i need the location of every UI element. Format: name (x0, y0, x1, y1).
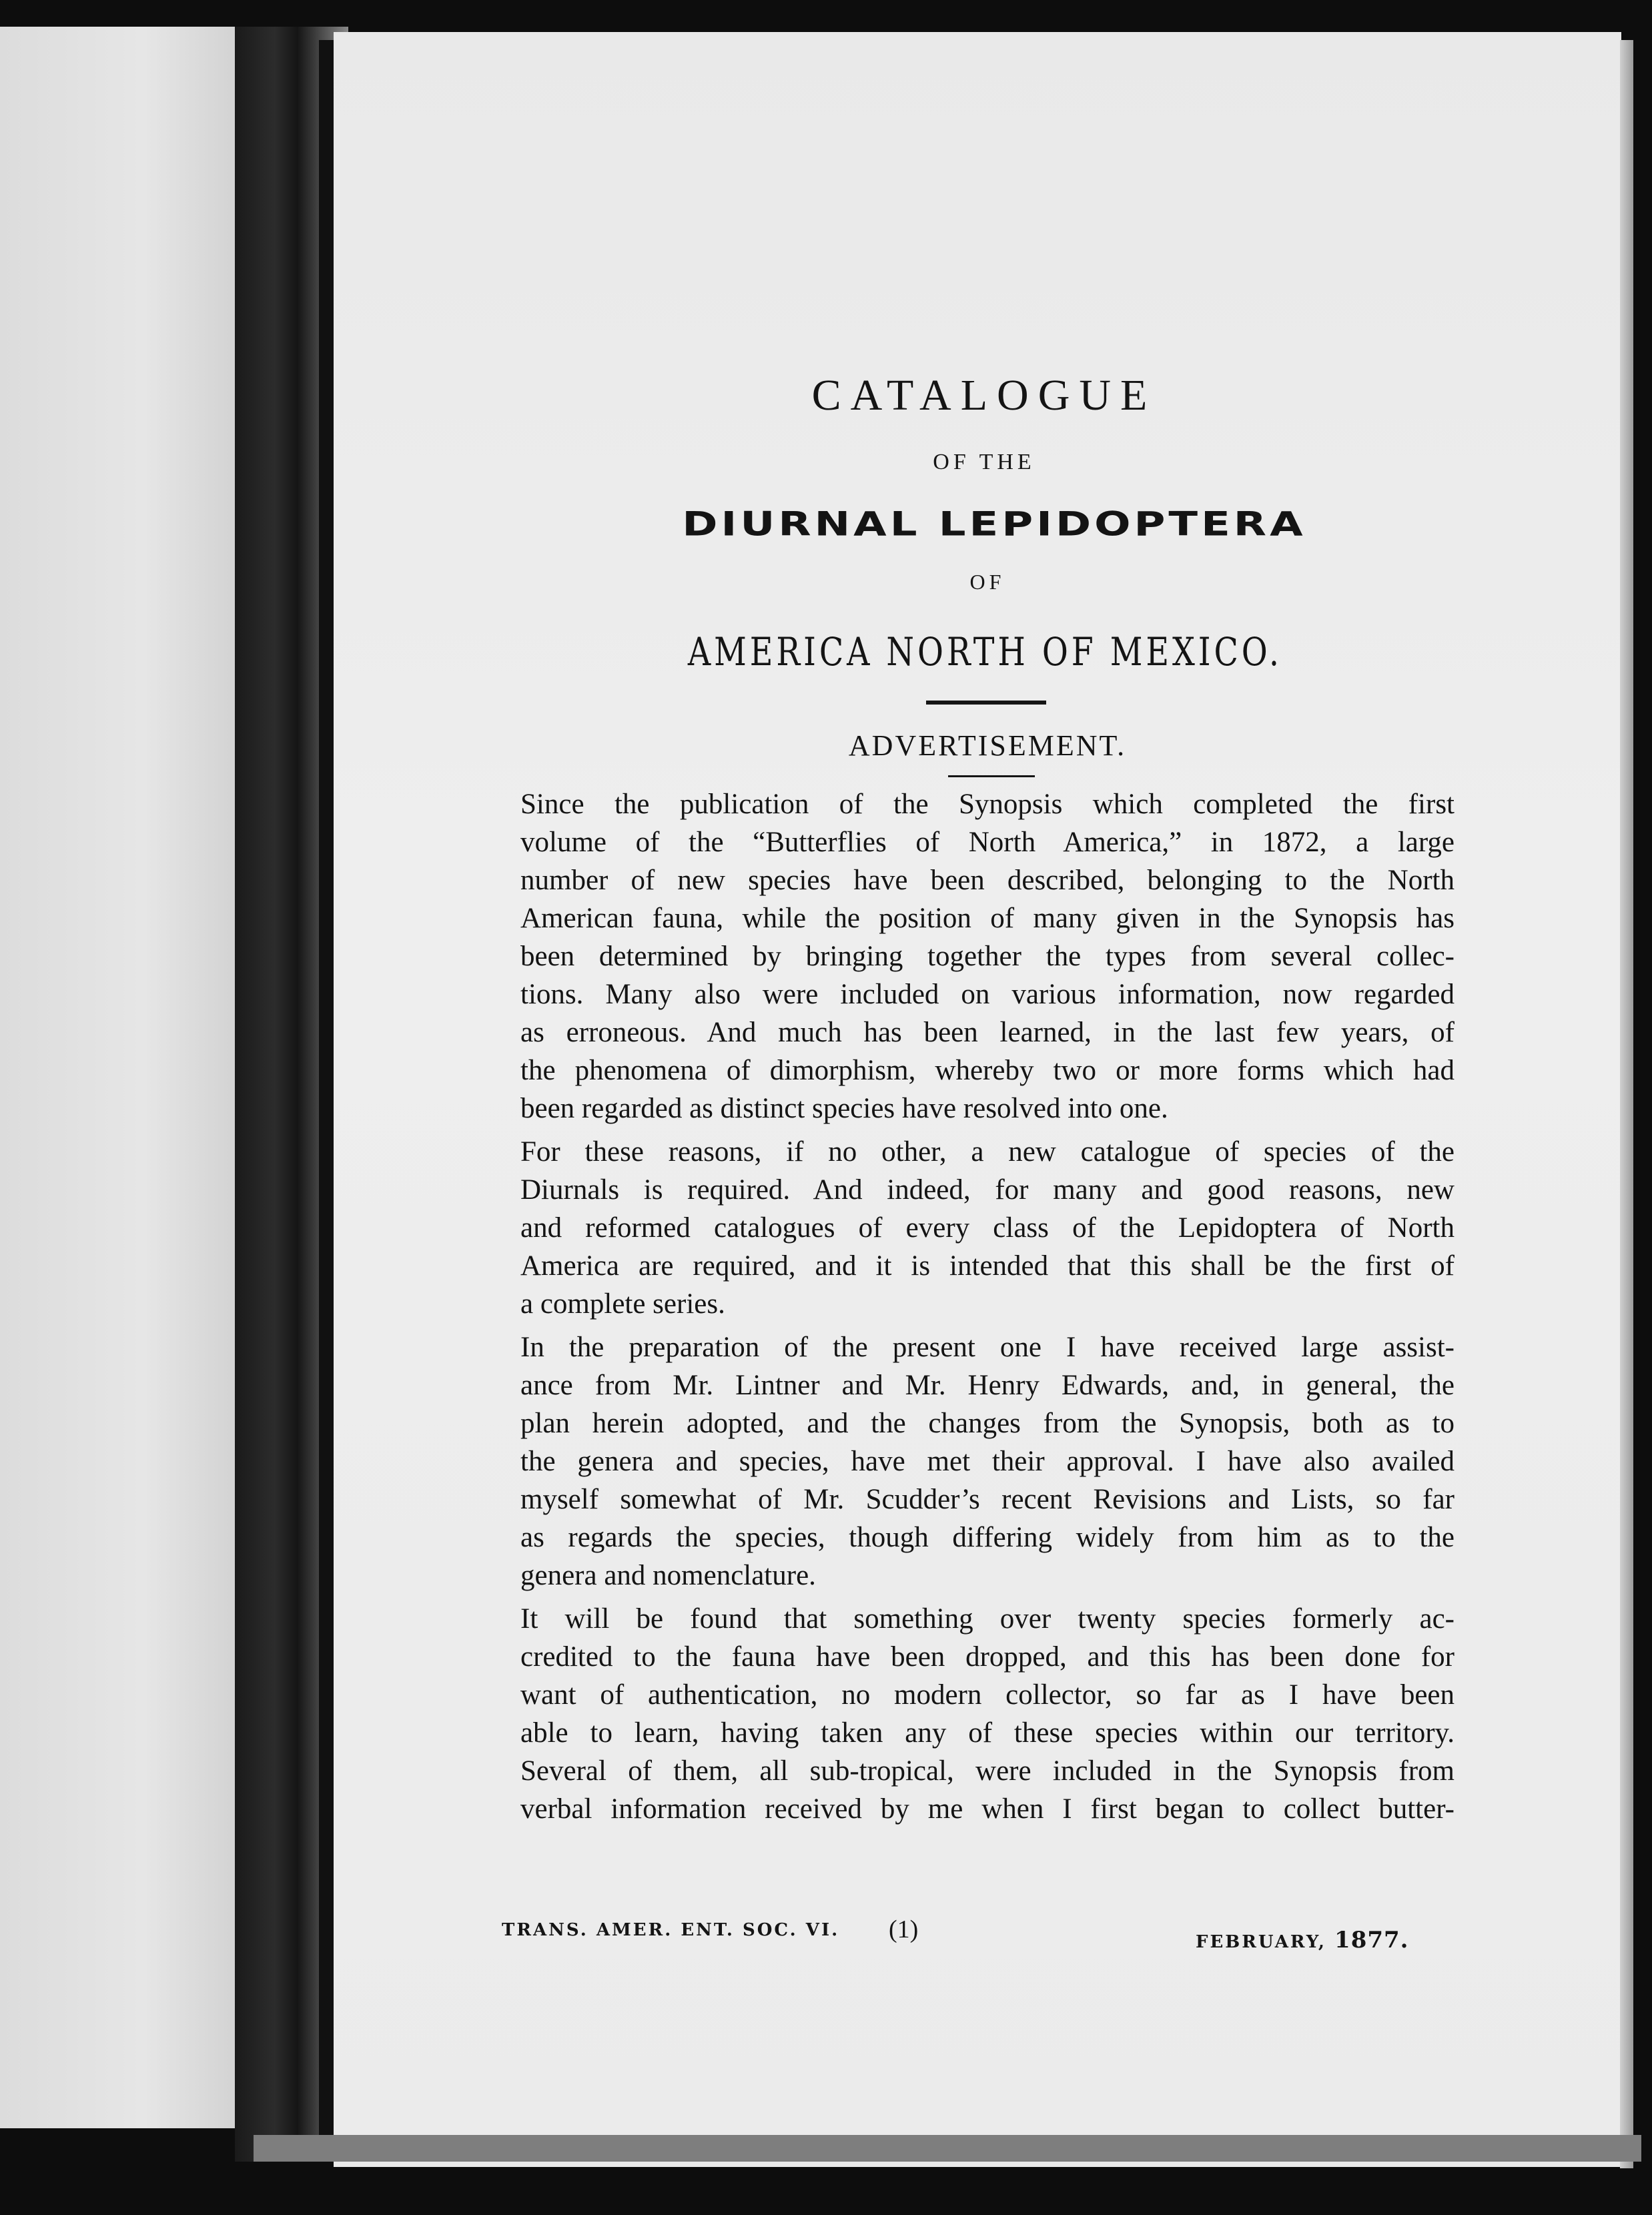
text-line: America are required, and it is intended that this shall be the first of (520, 1250, 1455, 1282)
text-line: volume of the “Butterflies of North America,” in 1872, a large (520, 827, 1455, 858)
text-line: Diurnals is required. And indeed, for many and good reasons, new (520, 1174, 1455, 1206)
title-catalogue: CATALOGUE (811, 371, 1157, 420)
title-of-the: OF THE (933, 450, 1036, 474)
text-line: In the preparation of the present one I have received large assist- (520, 1332, 1455, 1363)
text-line: American fauna, while the position of many given in the Synopsis has (520, 903, 1455, 934)
paragraph (494, 1133, 1455, 1323)
text-line: as erroneous. And much has been learned, in the last few years, of (520, 1017, 1455, 1048)
text-line: been regarded as distinct species have resolved into one. (520, 1093, 1168, 1124)
text-line: a complete series. (520, 1288, 725, 1320)
text-line: tions. Many also were included on various information, now regarded (520, 979, 1455, 1010)
text-line: ance from Mr. Lintner and Mr. Henry Edwards, and, in general, the (520, 1370, 1455, 1401)
text-line: myself somewhat of Mr. Scudder’s recent Revisions and Lists, so far (520, 1484, 1455, 1515)
text-line: been determined by bringing together the types from several collec- (520, 941, 1455, 972)
journal-reference: TRANS. AMER. ENT. SOC. VI. (502, 1920, 840, 1940)
text-line: the phenomena of dimorphism, whereby two or more forms which had (520, 1055, 1455, 1086)
publication-date (1196, 1927, 1409, 1953)
text-line: Several of them, all sub-tropical, were included in the Synopsis from (520, 1755, 1455, 1787)
left-page-blank (0, 27, 240, 2128)
title-of: OF (969, 570, 1005, 594)
text-line: plan herein adopted, and the changes from the Synopsis, both as to (520, 1408, 1455, 1439)
page-edge-shadow (1620, 40, 1633, 2168)
title-subject: DIURNAL LEPIDOPTERA (682, 505, 1306, 544)
text-line: genera and nomenclature. (520, 1560, 816, 1591)
text-line: want of authentication, no modern collector, so far as I have been (520, 1679, 1455, 1711)
paragraph (494, 785, 1455, 1128)
page-number: (1) (889, 1915, 919, 1943)
text-line: the genera and species, have met their approval. I have also availed (520, 1446, 1455, 1477)
text-line: number of new species have been described, belonging to the North (520, 865, 1455, 896)
text-line: verbal information received by me when I first began to collect butter- (520, 1793, 1455, 1825)
title-divider (926, 701, 1046, 705)
text-line: For these reasons, if no other, a new catalogue of species of the (520, 1136, 1455, 1168)
paragraph (494, 1600, 1455, 1828)
section-heading: ADVERTISEMENT. (848, 729, 1127, 762)
text-line: credited to the fauna have been dropped, and this has been done for (520, 1641, 1455, 1673)
body-text (494, 785, 1455, 1828)
page-content (494, 371, 1455, 1833)
publication-month: FEBRUARY, (1196, 1932, 1326, 1952)
heading-divider (948, 775, 1035, 777)
bottom-page-edge (254, 2135, 1641, 2162)
text-line: able to learn, having taken any of these species within our territory. (520, 1717, 1455, 1749)
text-line: and reformed catalogues of every class of the Lepidoptera of North (520, 1212, 1455, 1244)
paragraph (494, 1328, 1455, 1595)
text-line: It will be found that something over twenty species formerly ac- (520, 1603, 1455, 1635)
text-line: as regards the species, though differing widely from him as to the (520, 1522, 1455, 1553)
title-region: AMERICA NORTH OF MEXICO. (687, 629, 1282, 675)
text-line: Since the publication of the Synopsis which completed the first (520, 789, 1455, 820)
publication-year: 1877. (1334, 1927, 1409, 1953)
